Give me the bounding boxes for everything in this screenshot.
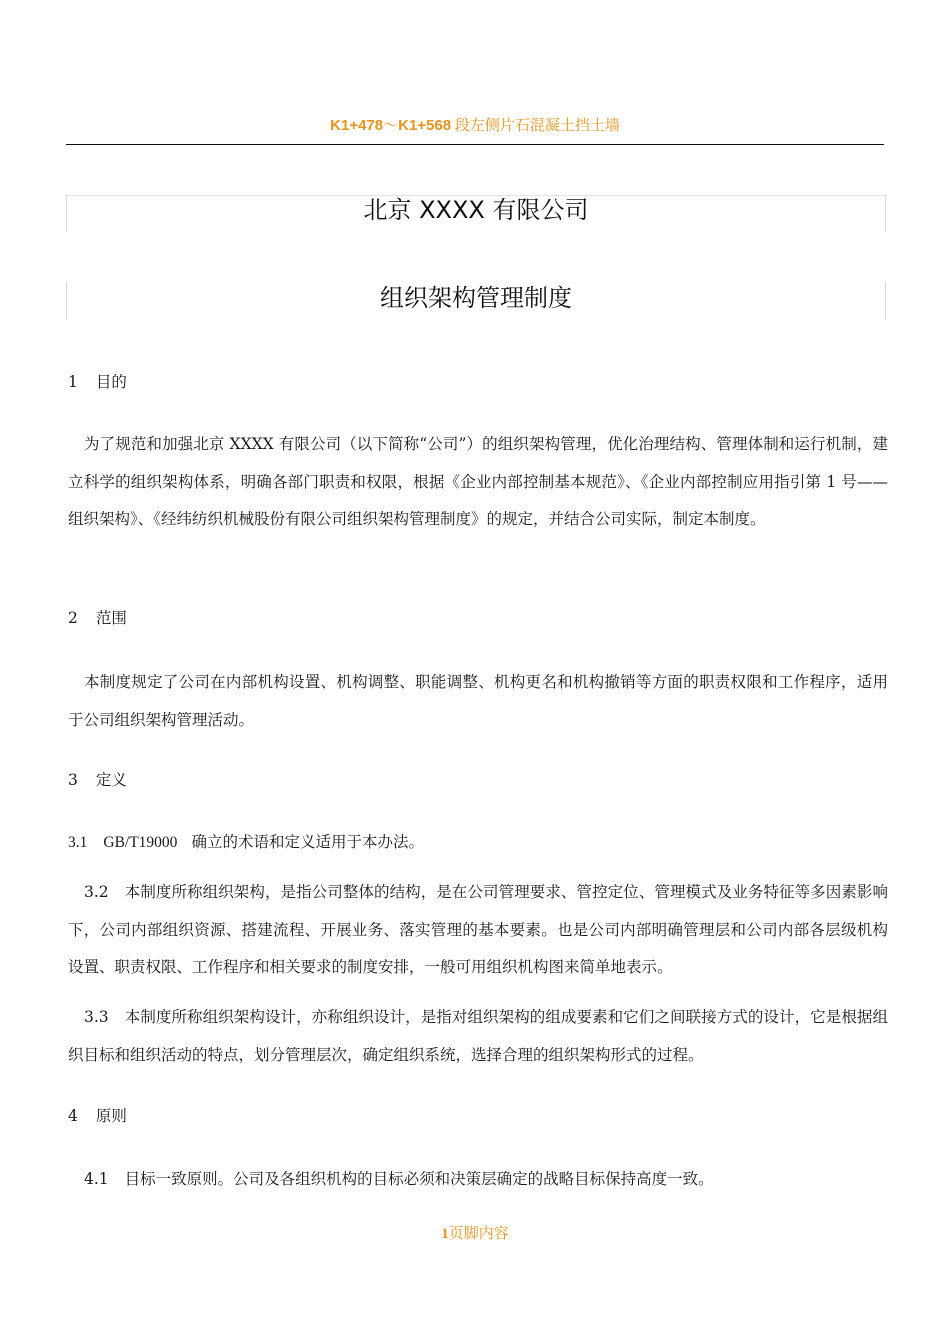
header-tilde: ～: [383, 118, 399, 134]
section-4-heading: [68, 1098, 888, 1136]
section-1-body: 为了规范和加强北京 XXXX 有限公司（以下简称“公司”）的组织架构管理，优化治理结构、管理体制和运行机制，建立科学的组织架构体系，明确各部门职责和权限，根据《企业内部控制基本规范》、《企业内部控制应用指引第 1 号——组织架构》、《经纬纺织机械股份有限公司组织架构管理制度》的规定，并结合公司实际，制定本制度。: [68, 435, 888, 528]
clause-3-3: [68, 999, 888, 1074]
clause-3-2: [68, 874, 888, 987]
clause-text: 本制度所称组织架构，是指公司整体的结构，是在公司管理要求、管控定位、管理模式及业务特征等多因素影响下，公司内部组织资源、搭建流程、开展业务、落实管理的基本要素。也是公司内部明确管理层和公司内部各层级机构设置、职责权限、工作程序和相关要求的制度安排，一般可用组织机构图来简单地表示。: [68, 883, 888, 976]
section-title: 目的: [95, 373, 127, 391]
standard-code: GB/T19000: [103, 834, 178, 851]
clause-text: 目标一致原则。公司及各组织机构的目标必须和决策层确定的战略目标保持高度一致。: [124, 1170, 714, 1188]
section-2-heading: [68, 600, 888, 638]
header-divider: [66, 144, 884, 145]
section-number: 3: [68, 771, 78, 789]
company-title: 北京 XXXX 有限公司: [66, 195, 886, 232]
section-3-heading: [68, 762, 888, 800]
page-header: [0, 114, 950, 135]
section-2-body: 本制度规定了公司在内部机构设置、机构调整、职能调整、机构更名和机构撤销等方面的职责权限和工作程序，适用于公司组织架构管理活动。: [68, 673, 888, 729]
section-title: 原则: [95, 1107, 127, 1125]
section-number: 1: [68, 373, 78, 391]
page-number: 1: [441, 1226, 449, 1242]
clause-4-1: [68, 1161, 888, 1199]
section-number: 2: [68, 609, 78, 627]
section-title: 范围: [95, 609, 127, 627]
clause-text: 确立的术语和定义适用于本办法。: [191, 833, 424, 851]
header-station-b: K1+568: [398, 117, 452, 134]
clause-number: 4.1: [84, 1170, 109, 1188]
page-footer: [0, 1222, 950, 1243]
footer-label: 页脚内容: [448, 1224, 509, 1242]
header-station-a: K1+478: [330, 117, 384, 134]
section-1-heading: [68, 364, 888, 402]
policy-title: 组织架构管理制度: [66, 282, 886, 320]
clause-text: 本制度所称组织架构设计，亦称组织设计，是指对组织架构的组成要素和它们之间联接方式的设计，它是根据组织目标和组织活动的特点，划分管理层次，确定组织系统，选择合理的组织架构形式的过程。: [68, 1008, 888, 1064]
header-text: 段左侧片石混凝土挡土墙: [454, 118, 620, 134]
clause-number: 3.3: [84, 1008, 109, 1026]
clause-number: 3.2: [84, 883, 109, 901]
clause-3-1: [68, 824, 888, 862]
clause-number: 3.1: [68, 834, 88, 851]
section-number: 4: [68, 1107, 78, 1125]
section-title: 定义: [95, 771, 127, 789]
